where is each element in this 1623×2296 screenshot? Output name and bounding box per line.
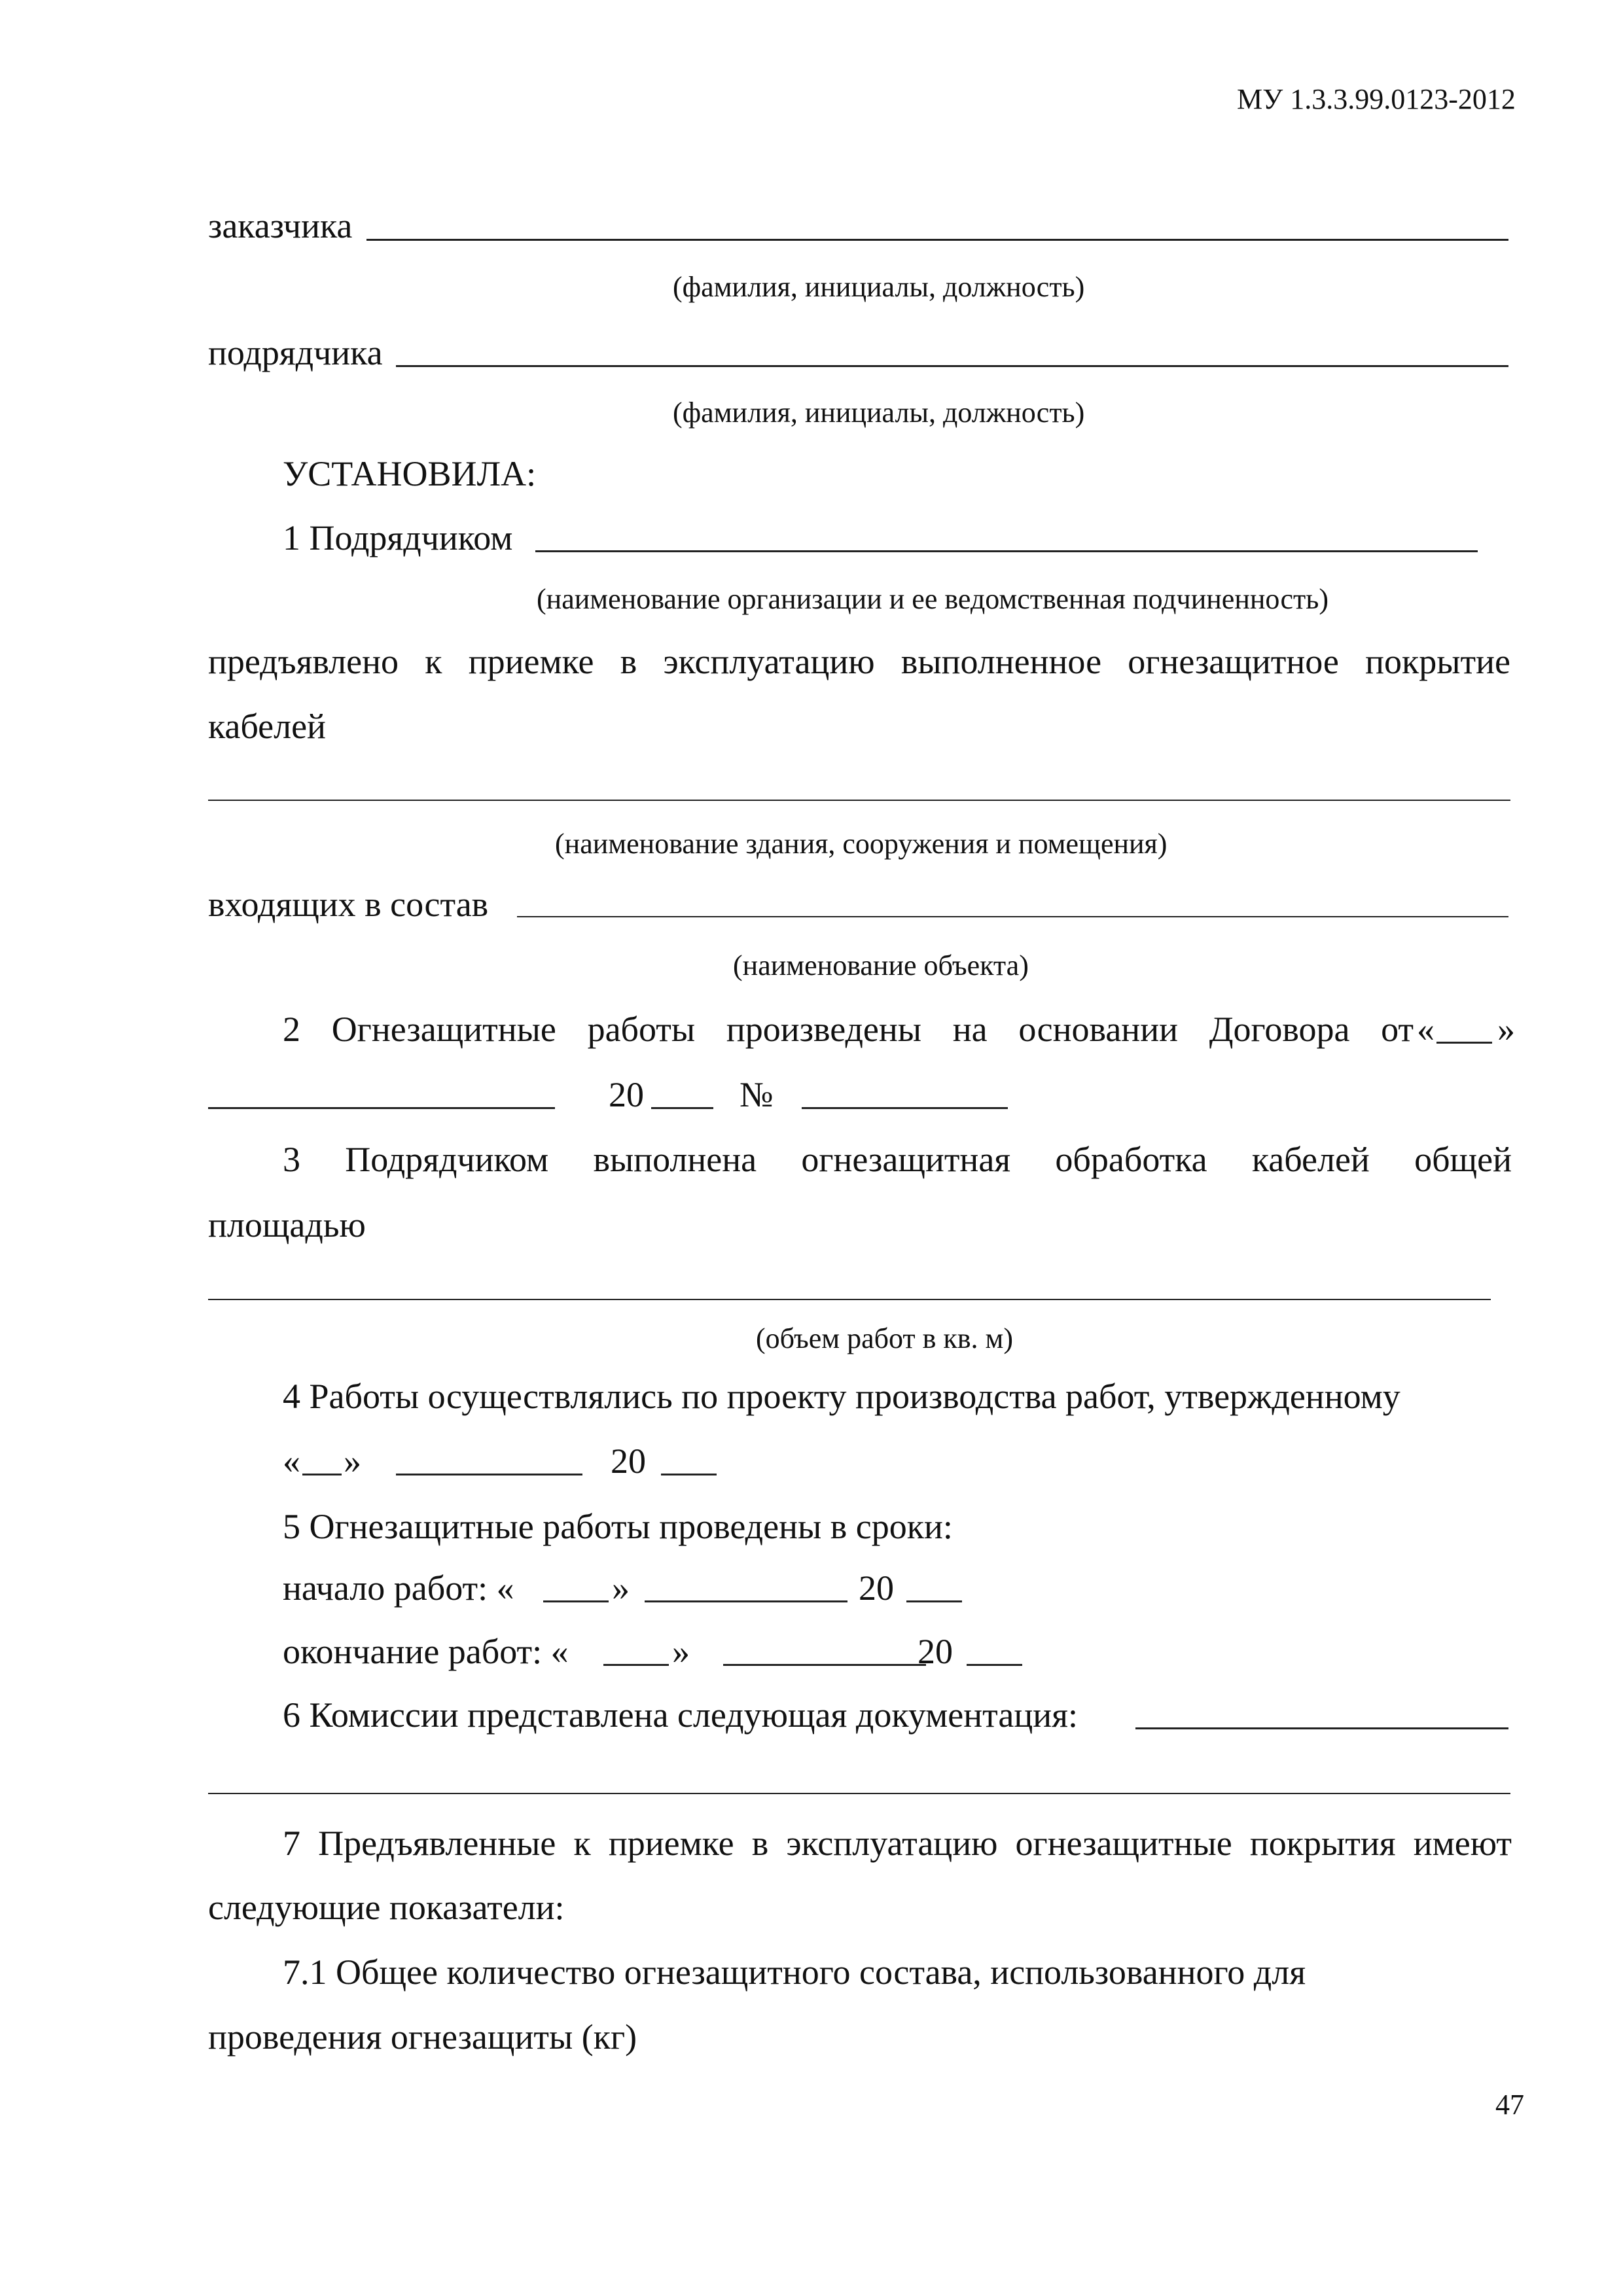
- item4-text: 4 Работы осуществлялись по проекту производства работ, утвержденному: [283, 1377, 1400, 1416]
- word: огнезащитные: [1015, 1824, 1232, 1863]
- word: к: [425, 642, 442, 681]
- word: в: [751, 1824, 769, 1863]
- item1-line1: [208, 644, 1510, 679]
- word: обработка: [1055, 1140, 1207, 1179]
- item6-docs-line-1[interactable]: [1135, 1727, 1508, 1729]
- item4-year-line[interactable]: [661, 1474, 717, 1475]
- word: выполнена: [593, 1140, 757, 1179]
- item2-day-line[interactable]: [1436, 1042, 1492, 1044]
- item5-start-month-line[interactable]: [645, 1600, 847, 1602]
- customer-signature-line[interactable]: [366, 239, 1508, 241]
- word: 3: [283, 1140, 300, 1179]
- item3-volume-line[interactable]: [208, 1299, 1491, 1300]
- item2-number-line[interactable]: [802, 1107, 1008, 1109]
- item5-end-year-prefix: 20: [918, 1632, 953, 1671]
- word: 2: [283, 1010, 300, 1049]
- item5-end-label: окончание работ: «: [283, 1632, 569, 1671]
- word: выполненное: [901, 642, 1102, 681]
- word: общей: [1414, 1140, 1512, 1179]
- item5-start-year-line[interactable]: [906, 1600, 962, 1602]
- item1-object-line[interactable]: [517, 916, 1508, 917]
- item5-start-year-prefix: 20: [859, 1568, 894, 1608]
- word: приемке: [608, 1824, 734, 1863]
- item5-end-day-line[interactable]: [603, 1664, 669, 1666]
- contractor-signature-line[interactable]: [396, 365, 1508, 367]
- item5-end-month-line[interactable]: [723, 1664, 926, 1666]
- item5-start-day-line[interactable]: [543, 1600, 609, 1602]
- item2-year-prefix: 20: [609, 1075, 644, 1114]
- item2-line1: [283, 1012, 1414, 1047]
- item2-month-line[interactable]: [208, 1107, 555, 1109]
- item1-org-hint: (наименование организации и ее ведомственная подчиненность): [537, 583, 1329, 615]
- word: Подрядчиком: [345, 1140, 549, 1179]
- item5-start-label: начало работ: «: [283, 1568, 514, 1608]
- word: Предъявленные: [318, 1824, 556, 1863]
- item1-org-line[interactable]: [535, 550, 1478, 552]
- item7-line1: [283, 1826, 1512, 1861]
- item4-quote-close: »: [344, 1441, 361, 1481]
- item1-object-hint: (наименование объекта): [733, 949, 1029, 981]
- word: огнезащитная: [801, 1140, 1011, 1179]
- word: от: [1381, 1010, 1414, 1049]
- item4-year-prefix: 20: [611, 1441, 646, 1481]
- customer-hint: (фамилия, инициалы, должность): [673, 271, 1085, 303]
- word: огнезащитное: [1128, 642, 1339, 681]
- word: кабелей: [1251, 1140, 1370, 1179]
- item5-end-quote-close: »: [672, 1632, 690, 1671]
- item1-building-hint: (наименование здания, сооружения и помещения): [555, 828, 1168, 860]
- item6-docs-line-2[interactable]: [208, 1793, 1510, 1794]
- item6-text: 6 Комиссии представлена следующая документация:: [283, 1695, 1078, 1735]
- contractor-label: подрядчика: [208, 333, 383, 372]
- item4-day-line[interactable]: [302, 1474, 342, 1475]
- word: покрытия: [1249, 1824, 1396, 1863]
- item3-line2: площадью: [208, 1205, 366, 1245]
- contractor-hint: (фамилия, инициалы, должность): [673, 397, 1085, 429]
- item1-part-of-label: входящих в состав: [208, 885, 489, 924]
- word: в: [620, 642, 637, 681]
- document-code: МУ 1.3.3.99.0123-2012: [1237, 83, 1516, 115]
- word: предъявлено: [208, 642, 399, 681]
- customer-label: заказчика: [208, 206, 353, 245]
- word: к: [573, 1824, 591, 1863]
- item2-number-sign: №: [740, 1075, 774, 1114]
- item5-end-year-line[interactable]: [967, 1664, 1022, 1666]
- item1-line2: кабелей: [208, 707, 326, 746]
- item5-start-quote-close: »: [612, 1568, 630, 1608]
- item3-line1: [283, 1142, 1512, 1177]
- item1-building-line[interactable]: [208, 800, 1510, 801]
- word: приемке: [468, 642, 594, 681]
- word: работы: [587, 1010, 696, 1049]
- word: Договора: [1209, 1010, 1350, 1049]
- item2-quote-close: »: [1497, 1010, 1515, 1049]
- word: на: [952, 1010, 988, 1049]
- page-number: 47: [1495, 2089, 1524, 2121]
- word: эксплуатацию: [663, 642, 875, 681]
- item71-text: 7.1 Общее количество огнезащитного состава, использованного для: [283, 1952, 1306, 1992]
- item3-volume-hint: (объем работ в кв. м): [756, 1322, 1014, 1354]
- word: 7: [283, 1824, 300, 1863]
- word: основании: [1018, 1010, 1178, 1049]
- word: Огнезащитные: [331, 1010, 556, 1049]
- item1-label: 1 Подрядчиком: [283, 518, 513, 557]
- established-heading: УСТАНОВИЛА:: [283, 454, 537, 493]
- word: произведены: [726, 1010, 922, 1049]
- item2-quote-open: «: [1417, 1010, 1435, 1049]
- word: эксплуатацию: [786, 1824, 998, 1863]
- word: имеют: [1413, 1824, 1512, 1863]
- item4-quote-open: «: [283, 1441, 300, 1481]
- item4-month-line[interactable]: [396, 1474, 582, 1475]
- item2-year-line[interactable]: [651, 1107, 713, 1109]
- word: покрытие: [1365, 642, 1510, 681]
- item71-line2: проведения огнезащиты (кг): [208, 2017, 637, 2057]
- item7-line2: следующие показатели:: [208, 1888, 565, 1927]
- item5-text: 5 Огнезащитные работы проведены в сроки:: [283, 1507, 953, 1546]
